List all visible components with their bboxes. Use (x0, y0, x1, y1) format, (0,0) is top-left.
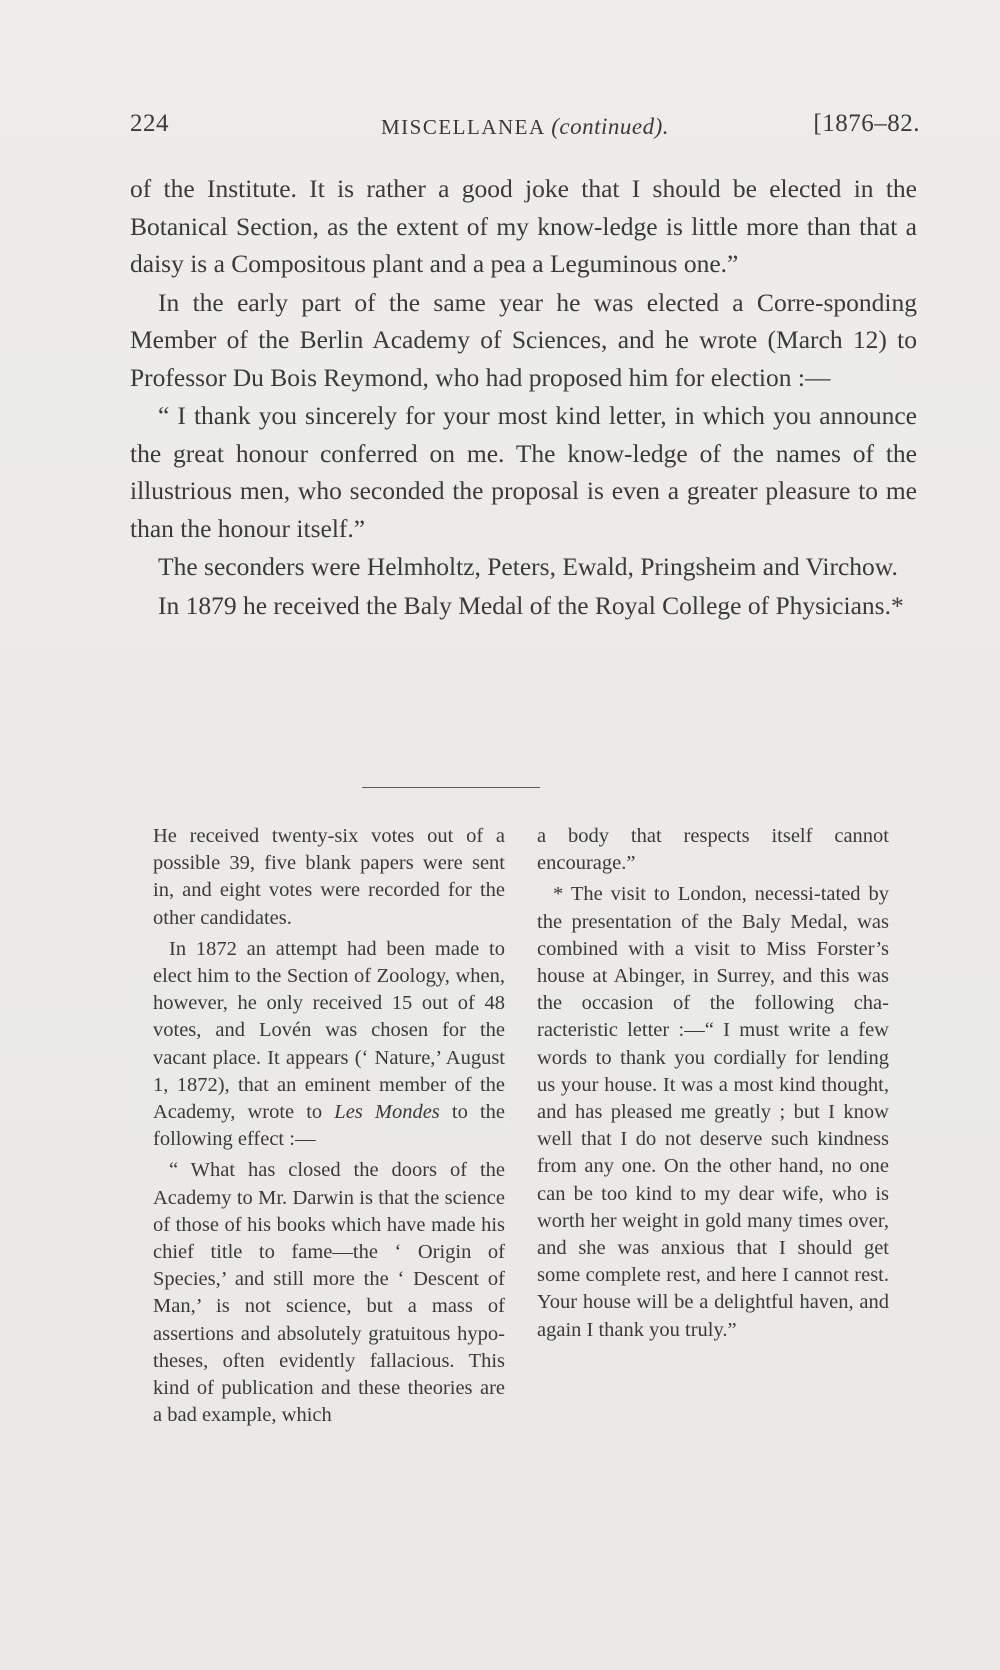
paragraph: The seconders were Helmholtz, Peters, Ewald, Pringsheim and Virchow. (158, 552, 898, 581)
footnote-paragraph: * The visit to London, necessi-tated by the presentation of the Baly Medal, was combined with a visit to Miss Forster’s house at Abinger, in Surrey, and this was the occasion of the following cha-racteristic letter :—“ I must write a few words to thank you cordially for lending us your house. It was a most kind thought, and has pleased me greatly ; but I know well that I do not deserve such kindness from any one. On the other hand, no one can be too kind to my dear wife, who is worth her weight in gold many times over, and she was anxious that I should get some complete rest, and here I cannot rest. Your house will be a delightful haven, and again I thank you truly.” (537, 883, 889, 1341)
running-title-text: MISCELLANEA (380, 115, 545, 139)
footnotes (153, 823, 917, 1503)
year-range: [1876–82. (813, 110, 920, 137)
paragraph: “ I thank you sincerely for your most kind letter, in which you announce the great honour conferred on me. The know-ledge of the names of the illustrious men, who seconded the proposal is even a greater pleasure to me than the honour itself.” (130, 401, 917, 543)
footnote-column-left (153, 823, 505, 1433)
footnote-paragraph (153, 936, 505, 1154)
footnote-paragraph: He received twenty-six votes out of a possible 39, five blank papers were sent in, and eight votes were recorded for the other candidates. (153, 825, 505, 929)
footnote-text: In 1872 an attempt had been made to elect him to the Section of Zoology, when, however, he only received 15 out of 48 votes, and Lovén was chosen for the vacant place. It appears (‘ Nature,’ August 1, 1872), that an eminent member of the Academy, wrote to (153, 937, 505, 1124)
journal-title: Les Mondes (334, 1101, 440, 1124)
page-number: 224 (130, 110, 169, 137)
main-text (130, 170, 917, 625)
footnote-paragraph: a body that respects itself cannot encourage.” (537, 825, 889, 875)
footnote-column-right (537, 823, 889, 1348)
paragraph: of the Institute. It is rather a good joke that I should be elected in the Botanical Section, as the extent of my know-ledge is little more than that a daisy is a Compositous plant and a pea a Leguminous one.” (130, 174, 917, 278)
footnote-divider (362, 787, 540, 788)
footnote-paragraph: “ What has closed the doors of the Academy to Mr. Darwin is that the science of those of his books which have made his chief title to fame—the ‘ Origin of Species,’ and still more the ‘ Descent of Man,’ is not science, but a mass of assertions and absolutely gratuitous hypo-theses, often evidently fallacious. This kind of publication and these theories are a bad example, which (153, 1159, 505, 1427)
running-title (130, 110, 920, 144)
running-title-continued: (continued). (551, 114, 669, 139)
paragraph: In 1879 he received the Baly Medal of the Royal College of Physicians.* (158, 590, 904, 620)
footnote-text: to the following effect :— (153, 1101, 506, 1151)
running-head (130, 110, 920, 146)
paragraph: In the early part of the same year he was elected a Corre-sponding Member of the Berlin Academy of Sciences, and he wrote (March 12) to Professor Du Bois Reymond, who had proposed him for election :— (130, 287, 917, 392)
